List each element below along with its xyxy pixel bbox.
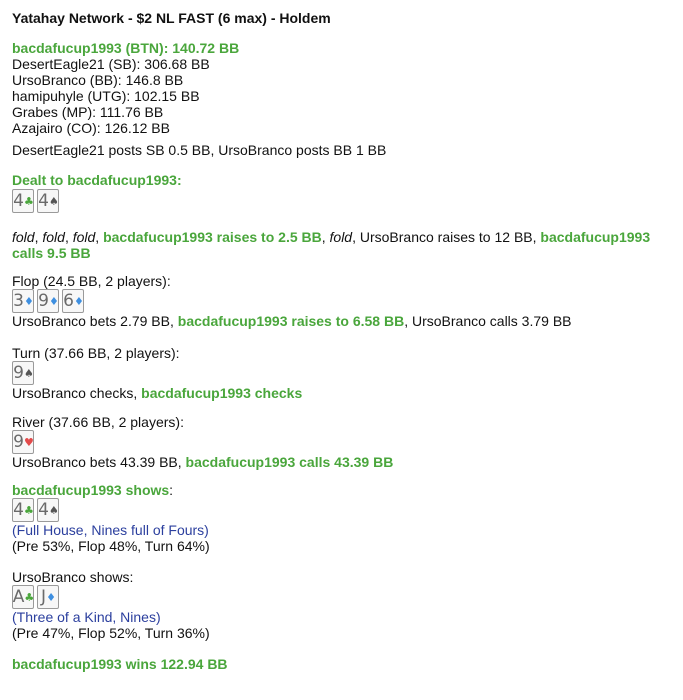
card: 3 ♦ — [13, 291, 34, 311]
dealt-section — [12, 172, 182, 213]
result-line: bacdafucup1993 wins 122.94 BB — [12, 656, 228, 672]
opp-showdown — [12, 569, 210, 641]
card: 6 ♦ — [63, 291, 84, 311]
card: 4 ♠ — [38, 191, 59, 211]
river-cards — [12, 430, 393, 454]
hero-show-cards — [12, 498, 210, 522]
club-icon: ♣ — [23, 194, 34, 208]
hero-shows-label: bacdafucup1993 shows — [12, 482, 170, 498]
river-section — [12, 414, 393, 470]
opp-raise: , UrsoBranco raises to 12 BB, — [352, 229, 541, 245]
card: 4 ♣ — [13, 191, 34, 211]
river-header: River (37.66 BB, 2 players): — [12, 414, 184, 430]
dealt-label: Dealt to bacdafucup1993: — [12, 172, 182, 188]
seat-list — [12, 40, 239, 136]
page-title: Yatahay Network - $2 NL FAST (6 max) - Holdem — [12, 10, 331, 26]
card: J ♦ — [37, 585, 59, 609]
card: A ♣ — [12, 587, 35, 607]
hole-cards — [12, 189, 182, 213]
opp-hand-rank: (Three of a Kind, Nines) — [12, 609, 161, 625]
diamond-icon: ♦ — [73, 294, 84, 308]
card: 9 ♠ — [13, 363, 34, 383]
seat-utg: hamipuhyle (UTG): 102.15 BB — [12, 88, 200, 104]
hero-raise: bacdafucup1993 raises to 2.5 BB — [103, 229, 322, 245]
diamond-icon: ♦ — [23, 294, 34, 308]
seat-hero: bacdafucup1993 (BTN): 140.72 BB — [12, 40, 240, 56]
seat-bb: UrsoBranco (BB): 146.8 BB — [12, 72, 184, 88]
hero-call-name: bacdafucup1993 — [540, 229, 651, 245]
heart-icon: ♥ — [23, 435, 34, 449]
preflop-actions: fold, fold, fold, bacdafucup1993 raises to 2.5 BB, fold, UrsoBranco raises to 12 BB, bacdafucup1993 calls 9.5 BB — [12, 229, 651, 261]
hero-call-amount: calls 9.5 BB — [12, 245, 91, 261]
turn-cards — [12, 361, 302, 385]
hero-hand-rank: (Full House, Nines full of Fours) — [12, 522, 209, 538]
seat-co: Azajairo (CO): 126.12 BB — [12, 120, 170, 136]
card: 4 ♠ — [38, 500, 59, 520]
opp-shows-label: UrsoBranco shows: — [12, 569, 134, 585]
spade-icon: ♠ — [48, 503, 59, 517]
flop-header: Flop (24.5 BB, 2 players): — [12, 273, 171, 289]
turn-header: Turn (37.66 BB, 2 players): — [12, 345, 180, 361]
fold-action: fold — [42, 229, 65, 245]
hero-showdown: bacdafucup1993 shows: 4 ♣ 4 ♠ (Full House, Nines full of Fours) (Pre 53%, Flop 48%, Turn 64%) — [12, 482, 210, 554]
club-icon: ♣ — [24, 590, 35, 604]
spade-icon: ♠ — [48, 194, 59, 208]
seat-sb: DesertEagle21 (SB): 306.68 BB — [12, 56, 210, 72]
turn-actions: UrsoBranco checks, bacdafucup1993 checks — [12, 385, 303, 401]
card: 4 ♣ — [13, 500, 34, 520]
fold-action: fold — [12, 229, 35, 245]
card: 9 ♦ — [38, 291, 59, 311]
diamond-icon: ♦ — [48, 294, 59, 308]
flop-section — [12, 273, 572, 329]
flop-actions: UrsoBranco bets 2.79 BB, bacdafucup1993 raises to 6.58 BB, UrsoBranco calls 3.79 BB — [12, 313, 572, 329]
blinds-line: DesertEagle21 posts SB 0.5 BB, UrsoBranco posts BB 1 BB — [12, 142, 387, 158]
club-icon: ♣ — [23, 503, 34, 517]
river-actions: UrsoBranco bets 43.39 BB, bacdafucup1993 calls 43.39 BB — [12, 454, 394, 470]
flop-cards — [12, 289, 572, 313]
seat-mp: Grabes (MP): 111.76 BB — [12, 104, 164, 120]
spade-icon: ♠ — [23, 366, 34, 380]
hero-equity: (Pre 53%, Flop 48%, Turn 64%) — [12, 538, 210, 554]
opp-equity: (Pre 47%, Flop 52%, Turn 36%) — [12, 625, 210, 641]
fold-action: fold — [329, 229, 353, 245]
fold-action: fold — [72, 229, 96, 245]
diamond-icon: ♦ — [46, 590, 56, 604]
card: 9 ♥ — [13, 432, 34, 452]
opp-show-cards — [12, 585, 210, 609]
turn-section — [12, 345, 302, 401]
